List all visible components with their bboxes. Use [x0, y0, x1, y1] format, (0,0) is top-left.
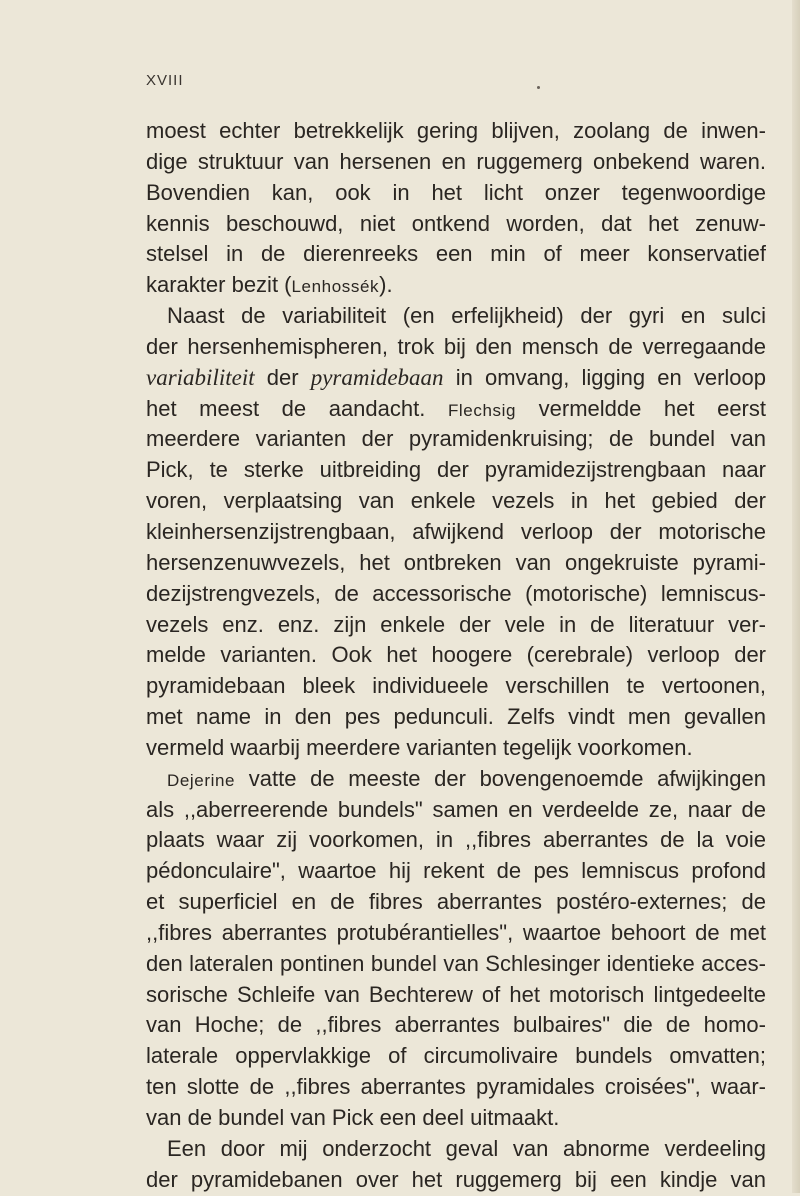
- text-line: sorische Schleife van Bechterew of het motorisch lintgedeelte: [146, 981, 766, 1007]
- text-line: den lateralen pontinen bundel van Schlesinger identieke acces-: [146, 950, 766, 976]
- text-line: moest echter betrekkelijk gering blijven, zoolang de inwen-: [146, 118, 766, 143]
- page-number: XVIII: [146, 72, 184, 89]
- text-line: vermeld waarbij meerdere varianten tegelijk voorkomen.: [146, 734, 693, 760]
- text-line: vezels enz. enz. zijn enkele der vele in de literatuur ver-: [146, 611, 766, 637]
- text-line: [146, 270, 766, 301]
- text-line: [146, 394, 766, 425]
- text-run: vermeldde het eerst: [516, 395, 766, 421]
- text-line: pédonculaire", waartoe hij rekent de pes lemniscus profond: [146, 858, 766, 884]
- italic-term: pyramidebaan: [310, 364, 444, 390]
- ink-speck: [537, 86, 540, 89]
- text-line: van de bundel van Pick een deel uitmaakt.: [146, 1105, 560, 1130]
- text-line: Naast de variabiliteit (en erfelijkheid) der gyri en sulci: [167, 303, 766, 329]
- text-line: voren, verplaatsing van enkele vezels in het gebied der: [146, 488, 766, 514]
- text-line: van Hoche; de ,,fibres aberrantes bulbaires" die de homo-: [146, 1012, 766, 1038]
- text-line: kennis beschouwd, niet ontkend worden, dat het zenuw-: [146, 210, 766, 236]
- text-line: meerdere varianten der pyramidenkruising; de bundel van: [146, 426, 766, 452]
- text-line: dezijstrengvezels, de accessorische (motorische) lemniscus-: [146, 580, 766, 606]
- text-line: der pyramidebanen over het ruggemerg bij een kindje van: [146, 1166, 766, 1192]
- text-line: stelsel in de dierenreeks een min of meer konservatief: [146, 241, 766, 267]
- text-line: ,,fibres aberrantes protubérantielles", waartoe behoort de met: [146, 919, 766, 945]
- page-edge: [792, 0, 800, 1193]
- text-line: Bovendien kan, ook in het licht onzer tegenwoordige: [146, 179, 766, 205]
- text-run: der: [254, 364, 311, 390]
- text-line: dige struktuur van hersenen en ruggemerg onbekend waren.: [146, 148, 766, 174]
- text-line: pyramidebaan bleek individueele verschillen te vertoonen,: [146, 673, 766, 699]
- text-run: het meest de aandacht.: [146, 395, 448, 421]
- text-line: ten slotte de ,,fibres aberrantes pyramidales croisées", waar-: [146, 1074, 766, 1100]
- text-line: melde varianten. Ook het hoogere (cerebrale) verloop der: [146, 642, 766, 668]
- text-line: laterale oppervlakkige of circumolivaire bundels omvatten;: [146, 1043, 766, 1069]
- author-name: Flechsig: [447, 400, 517, 420]
- text-line: der hersenhemispheren, trok bij den mensch de verregaande: [146, 333, 766, 359]
- text-line: et superficiel en de fibres aberrantes postéro-externes; de: [146, 889, 766, 915]
- text-run: vatte de meeste der bovengenoemde afwijkingen: [235, 765, 766, 791]
- text-line: kleinhersenzijstrengbaan, afwijkend verloop der motorische: [146, 518, 766, 544]
- author-name: Lenhossék: [291, 277, 380, 297]
- text-line: Pick, te sterke uitbreiding der pyramidezijstrengbaan naar: [146, 457, 766, 483]
- text-line: als ,,aberreerende bundels" samen en verdeelde ze, naar de: [146, 796, 766, 822]
- text-line: met name in den pes pedunculi. Zelfs vindt men gevallen: [146, 704, 766, 730]
- italic-term: variabiliteit: [146, 364, 255, 390]
- text-line: [146, 764, 766, 795]
- text-run: karakter bezit (: [146, 272, 292, 298]
- text-run: in omvang, ligging en verloop: [443, 364, 766, 390]
- text-line: plaats waar zij voorkomen, in ,,fibres aberrantes de la voie: [146, 827, 766, 853]
- text-run: ).: [379, 272, 393, 298]
- author-name: Dejerine: [167, 770, 236, 790]
- text-line: [146, 363, 766, 394]
- body-text: [146, 116, 766, 1196]
- text-line: Een door mij onderzocht geval van abnorme verdeeling: [167, 1135, 766, 1161]
- text-line: hersenzenuwvezels, het ontbreken van ongekruiste pyrami-: [146, 549, 766, 575]
